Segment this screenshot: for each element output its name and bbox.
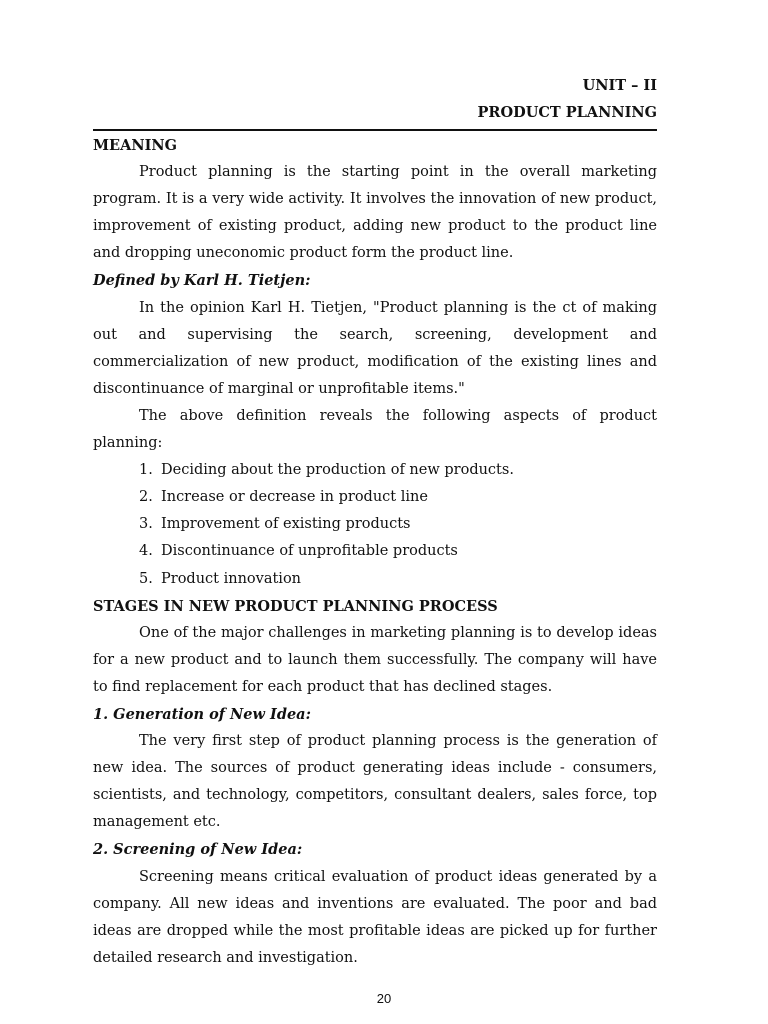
definition-heading: Defined by Karl H. Tietjen:	[93, 272, 311, 290]
list-number: 1.	[139, 462, 153, 479]
aspects-list	[93, 457, 657, 592]
list-text: Deciding about the production of new products.	[161, 462, 514, 479]
page-number: 20	[376, 991, 392, 1006]
definition-paragraph: In the opinion Karl H. Tietjen, "Product planning is the ct of making out and supervising the search, screening, development and commercialization of new product, modification of the existing lines and discontinuance of marginal or unprofitable items."	[93, 299, 657, 397]
list-item	[139, 538, 657, 565]
step1-heading: 1. Generation of New Idea:	[93, 705, 311, 723]
list-number: 2.	[139, 489, 153, 506]
unit-label: UNIT – II	[582, 77, 657, 94]
step2-paragraph: Screening means critical evaluation of product ideas generated by a company. All new ideas and inventions are evaluated. The poor and bad ideas are dropped while the most profitable ideas are picked up for further detailed research and investigation.	[93, 868, 657, 966]
body-content	[93, 132, 657, 972]
title-underline	[93, 129, 657, 131]
list-number: 4.	[139, 543, 153, 560]
step1-paragraph: The very first step of product planning process is the generation of new idea. The sources of product generating ideas include - consumers, scientists, and technology, competitors, consultant dealers, sales force, top management etc.	[93, 733, 657, 831]
list-item	[139, 511, 657, 538]
stages-heading: STAGES IN NEW PRODUCT PLANNING PROCESS	[93, 597, 498, 615]
stages-paragraph: One of the major challenges in marketing planning is to develop ideas for a new product and to launch them successfully. The company will have to find replacement for each product that has declined stages.	[93, 624, 657, 695]
aspects-intro: The above definition reveals the following aspects of product planning:	[93, 407, 657, 452]
list-number: 5.	[139, 570, 153, 587]
list-text: Discontinuance of unprofitable products	[161, 543, 458, 560]
list-item	[139, 566, 657, 593]
meaning-heading: MEANING	[93, 137, 178, 154]
list-text: Product innovation	[161, 570, 302, 587]
list-item	[139, 457, 657, 484]
list-text: Improvement of existing products	[161, 516, 411, 533]
step2-heading: 2. Screening of New Idea:	[93, 841, 303, 859]
page-title: PRODUCT PLANNING	[477, 104, 657, 121]
list-number: 3.	[139, 516, 153, 533]
list-item	[139, 484, 657, 511]
meaning-paragraph: Product planning is the starting point in the overall marketing program. It is a very wide activity. It involves the innovation of new product, improvement of existing product, adding new product to the product line and dropping uneconomic product form the product line.	[93, 164, 657, 262]
list-text: Increase or decrease in product line	[161, 489, 428, 506]
